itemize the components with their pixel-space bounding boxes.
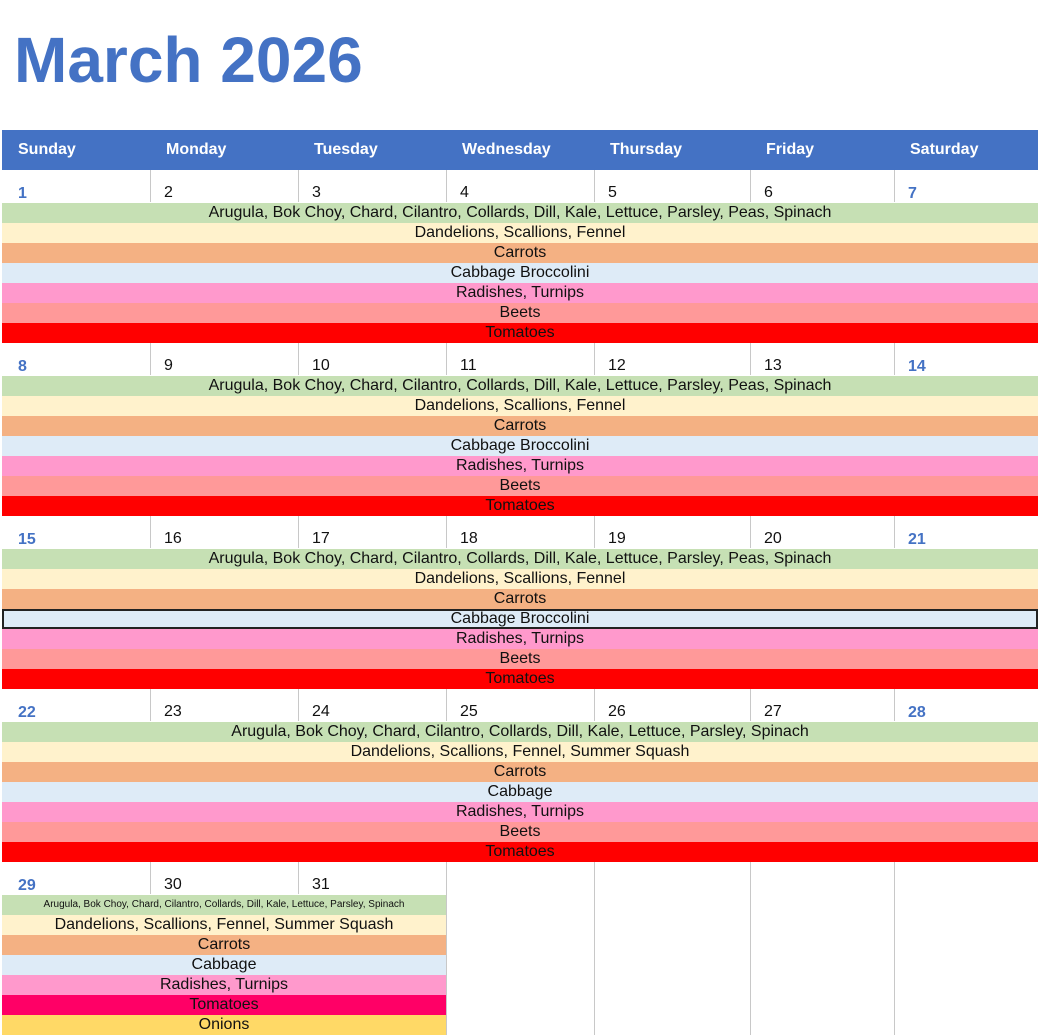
- column-divider: [298, 862, 299, 894]
- day-number[interactable]: 30: [164, 876, 182, 893]
- day-number[interactable]: 8: [18, 358, 27, 375]
- weekday-saturday: Saturday: [910, 141, 979, 158]
- day-number[interactable]: 21: [908, 531, 926, 548]
- column-divider: [150, 343, 151, 375]
- day-number[interactable]: 22: [18, 704, 36, 721]
- column-divider: [750, 516, 751, 548]
- crop-band-dandelions[interactable]: Dandelions, Scallions, Fennel: [2, 569, 1038, 589]
- crop-band-cabbage[interactable]: Cabbage Broccolini: [2, 609, 1038, 629]
- column-divider: [894, 343, 895, 375]
- column-divider: [150, 862, 151, 894]
- day-number[interactable]: 24: [312, 703, 330, 720]
- crop-band-greens[interactable]: Arugula, Bok Choy, Chard, Cilantro, Collards, Dill, Kale, Lettuce, Parsley, Peas, Spinach: [2, 376, 1038, 396]
- crop-band-tomatoes[interactable]: Tomatoes: [2, 669, 1038, 689]
- crop-band-onions[interactable]: Onions: [2, 1015, 446, 1035]
- day-number[interactable]: 28: [908, 704, 926, 721]
- day-number[interactable]: 31: [312, 876, 330, 893]
- column-divider: [894, 689, 895, 721]
- column-divider: [298, 170, 299, 202]
- calendar-grid: [2, 130, 1038, 1034]
- column-divider: [594, 516, 595, 548]
- weekday-tuesday: Tuesday: [314, 141, 378, 158]
- crop-band-cabbage[interactable]: Cabbage Broccolini: [2, 436, 1038, 456]
- column-divider: [894, 516, 895, 548]
- crop-band-greens[interactable]: Arugula, Bok Choy, Chard, Cilantro, Collards, Dill, Kale, Lettuce, Parsley, Peas, Spinach: [2, 549, 1038, 569]
- weekday-wednesday: Wednesday: [462, 141, 551, 158]
- column-divider: [150, 516, 151, 548]
- day-number[interactable]: 7: [908, 185, 917, 202]
- weekday-header: [2, 130, 1038, 170]
- column-divider: [594, 689, 595, 721]
- crop-band-radishes[interactable]: Radishes, Turnips: [2, 629, 1038, 649]
- week-row: [2, 516, 1038, 689]
- column-divider: [298, 516, 299, 548]
- column-divider: [298, 343, 299, 375]
- crop-band-cabbage[interactable]: Cabbage: [2, 782, 1038, 802]
- day-number[interactable]: 5: [608, 184, 617, 201]
- crop-band-dandelions[interactable]: Dandelions, Scallions, Fennel: [2, 396, 1038, 416]
- week-row: [2, 170, 1038, 343]
- crop-band-radishes[interactable]: Radishes, Turnips: [2, 456, 1038, 476]
- column-divider: [446, 862, 447, 1035]
- day-number[interactable]: 1: [18, 185, 27, 202]
- crop-band-greens[interactable]: Arugula, Bok Choy, Chard, Cilantro, Collards, Dill, Kale, Lettuce, Parsley, Spinach: [2, 895, 446, 915]
- column-divider: [750, 689, 751, 721]
- column-divider: [594, 343, 595, 375]
- crop-band-tomatoes[interactable]: Tomatoes: [2, 323, 1038, 343]
- day-number[interactable]: 14: [908, 358, 926, 375]
- column-divider: [446, 689, 447, 721]
- crop-band-dandelions[interactable]: Dandelions, Scallions, Fennel, Summer Squash: [2, 915, 446, 935]
- crop-band-tomatoes_last[interactable]: Tomatoes: [2, 995, 446, 1015]
- crop-band-radishes[interactable]: Radishes, Turnips: [2, 975, 446, 995]
- day-number[interactable]: 10: [312, 357, 330, 374]
- crop-band-greens[interactable]: Arugula, Bok Choy, Chard, Cilantro, Collards, Dill, Kale, Lettuce, Parsley, Peas, Spinach: [2, 203, 1038, 223]
- weekday-monday: Monday: [166, 141, 227, 158]
- column-divider: [594, 170, 595, 202]
- day-number[interactable]: 16: [164, 530, 182, 547]
- crop-band-cabbage[interactable]: Cabbage Broccolini: [2, 263, 1038, 283]
- day-number[interactable]: 19: [608, 530, 626, 547]
- column-divider: [750, 862, 751, 1035]
- crop-band-greens[interactable]: Arugula, Bok Choy, Chard, Cilantro, Collards, Dill, Kale, Lettuce, Parsley, Spinach: [2, 722, 1038, 742]
- day-number[interactable]: 29: [18, 877, 36, 894]
- day-number[interactable]: 15: [18, 531, 36, 548]
- day-number[interactable]: 27: [764, 703, 782, 720]
- column-divider: [894, 170, 895, 202]
- weekday-thursday: Thursday: [610, 141, 683, 158]
- day-number[interactable]: 2: [164, 184, 173, 201]
- week-row: [2, 343, 1038, 516]
- crop-band-radishes[interactable]: Radishes, Turnips: [2, 283, 1038, 303]
- crop-band-tomatoes[interactable]: Tomatoes: [2, 842, 1038, 862]
- crop-band-carrots[interactable]: Carrots: [2, 416, 1038, 436]
- day-number[interactable]: 6: [764, 184, 773, 201]
- column-divider: [150, 689, 151, 721]
- day-number[interactable]: 26: [608, 703, 626, 720]
- week-row: [2, 862, 1038, 1035]
- column-divider: [594, 862, 595, 1035]
- crop-band-carrots[interactable]: Carrots: [2, 762, 1038, 782]
- crop-band-tomatoes[interactable]: Tomatoes: [2, 496, 1038, 516]
- day-number[interactable]: 23: [164, 703, 182, 720]
- crop-band-radishes[interactable]: Radishes, Turnips: [2, 802, 1038, 822]
- column-divider: [446, 343, 447, 375]
- day-number[interactable]: 13: [764, 357, 782, 374]
- crop-band-dandelions[interactable]: Dandelions, Scallions, Fennel, Summer Squash: [2, 742, 1038, 762]
- crop-band-dandelions[interactable]: Dandelions, Scallions, Fennel: [2, 223, 1038, 243]
- day-number[interactable]: 12: [608, 357, 626, 374]
- page-title: March 2026: [14, 24, 363, 96]
- day-number[interactable]: 9: [164, 357, 173, 374]
- weekday-sunday: Sunday: [18, 141, 76, 158]
- week-row: [2, 689, 1038, 862]
- column-divider: [894, 862, 895, 1035]
- day-number[interactable]: 3: [312, 184, 321, 201]
- day-number[interactable]: 20: [764, 530, 782, 547]
- column-divider: [446, 516, 447, 548]
- column-divider: [750, 343, 751, 375]
- day-number[interactable]: 25: [460, 703, 478, 720]
- column-divider: [750, 170, 751, 202]
- crop-band-cabbage[interactable]: Cabbage: [2, 955, 446, 975]
- column-divider: [446, 170, 447, 202]
- column-divider: [150, 170, 151, 202]
- day-number[interactable]: 4: [460, 184, 469, 201]
- crop-band-carrots[interactable]: Carrots: [2, 935, 446, 955]
- crop-band-carrots[interactable]: Carrots: [2, 243, 1038, 263]
- crop-band-beets[interactable]: Beets: [2, 303, 1038, 323]
- day-number[interactable]: 11: [460, 357, 477, 374]
- crop-band-beets[interactable]: Beets: [2, 649, 1038, 669]
- crop-band-beets[interactable]: Beets: [2, 476, 1038, 496]
- day-number[interactable]: 17: [312, 530, 330, 547]
- column-divider: [298, 689, 299, 721]
- day-number[interactable]: 18: [460, 530, 478, 547]
- crop-band-carrots[interactable]: Carrots: [2, 589, 1038, 609]
- weekday-friday: Friday: [766, 141, 815, 158]
- crop-band-beets[interactable]: Beets: [2, 822, 1038, 842]
